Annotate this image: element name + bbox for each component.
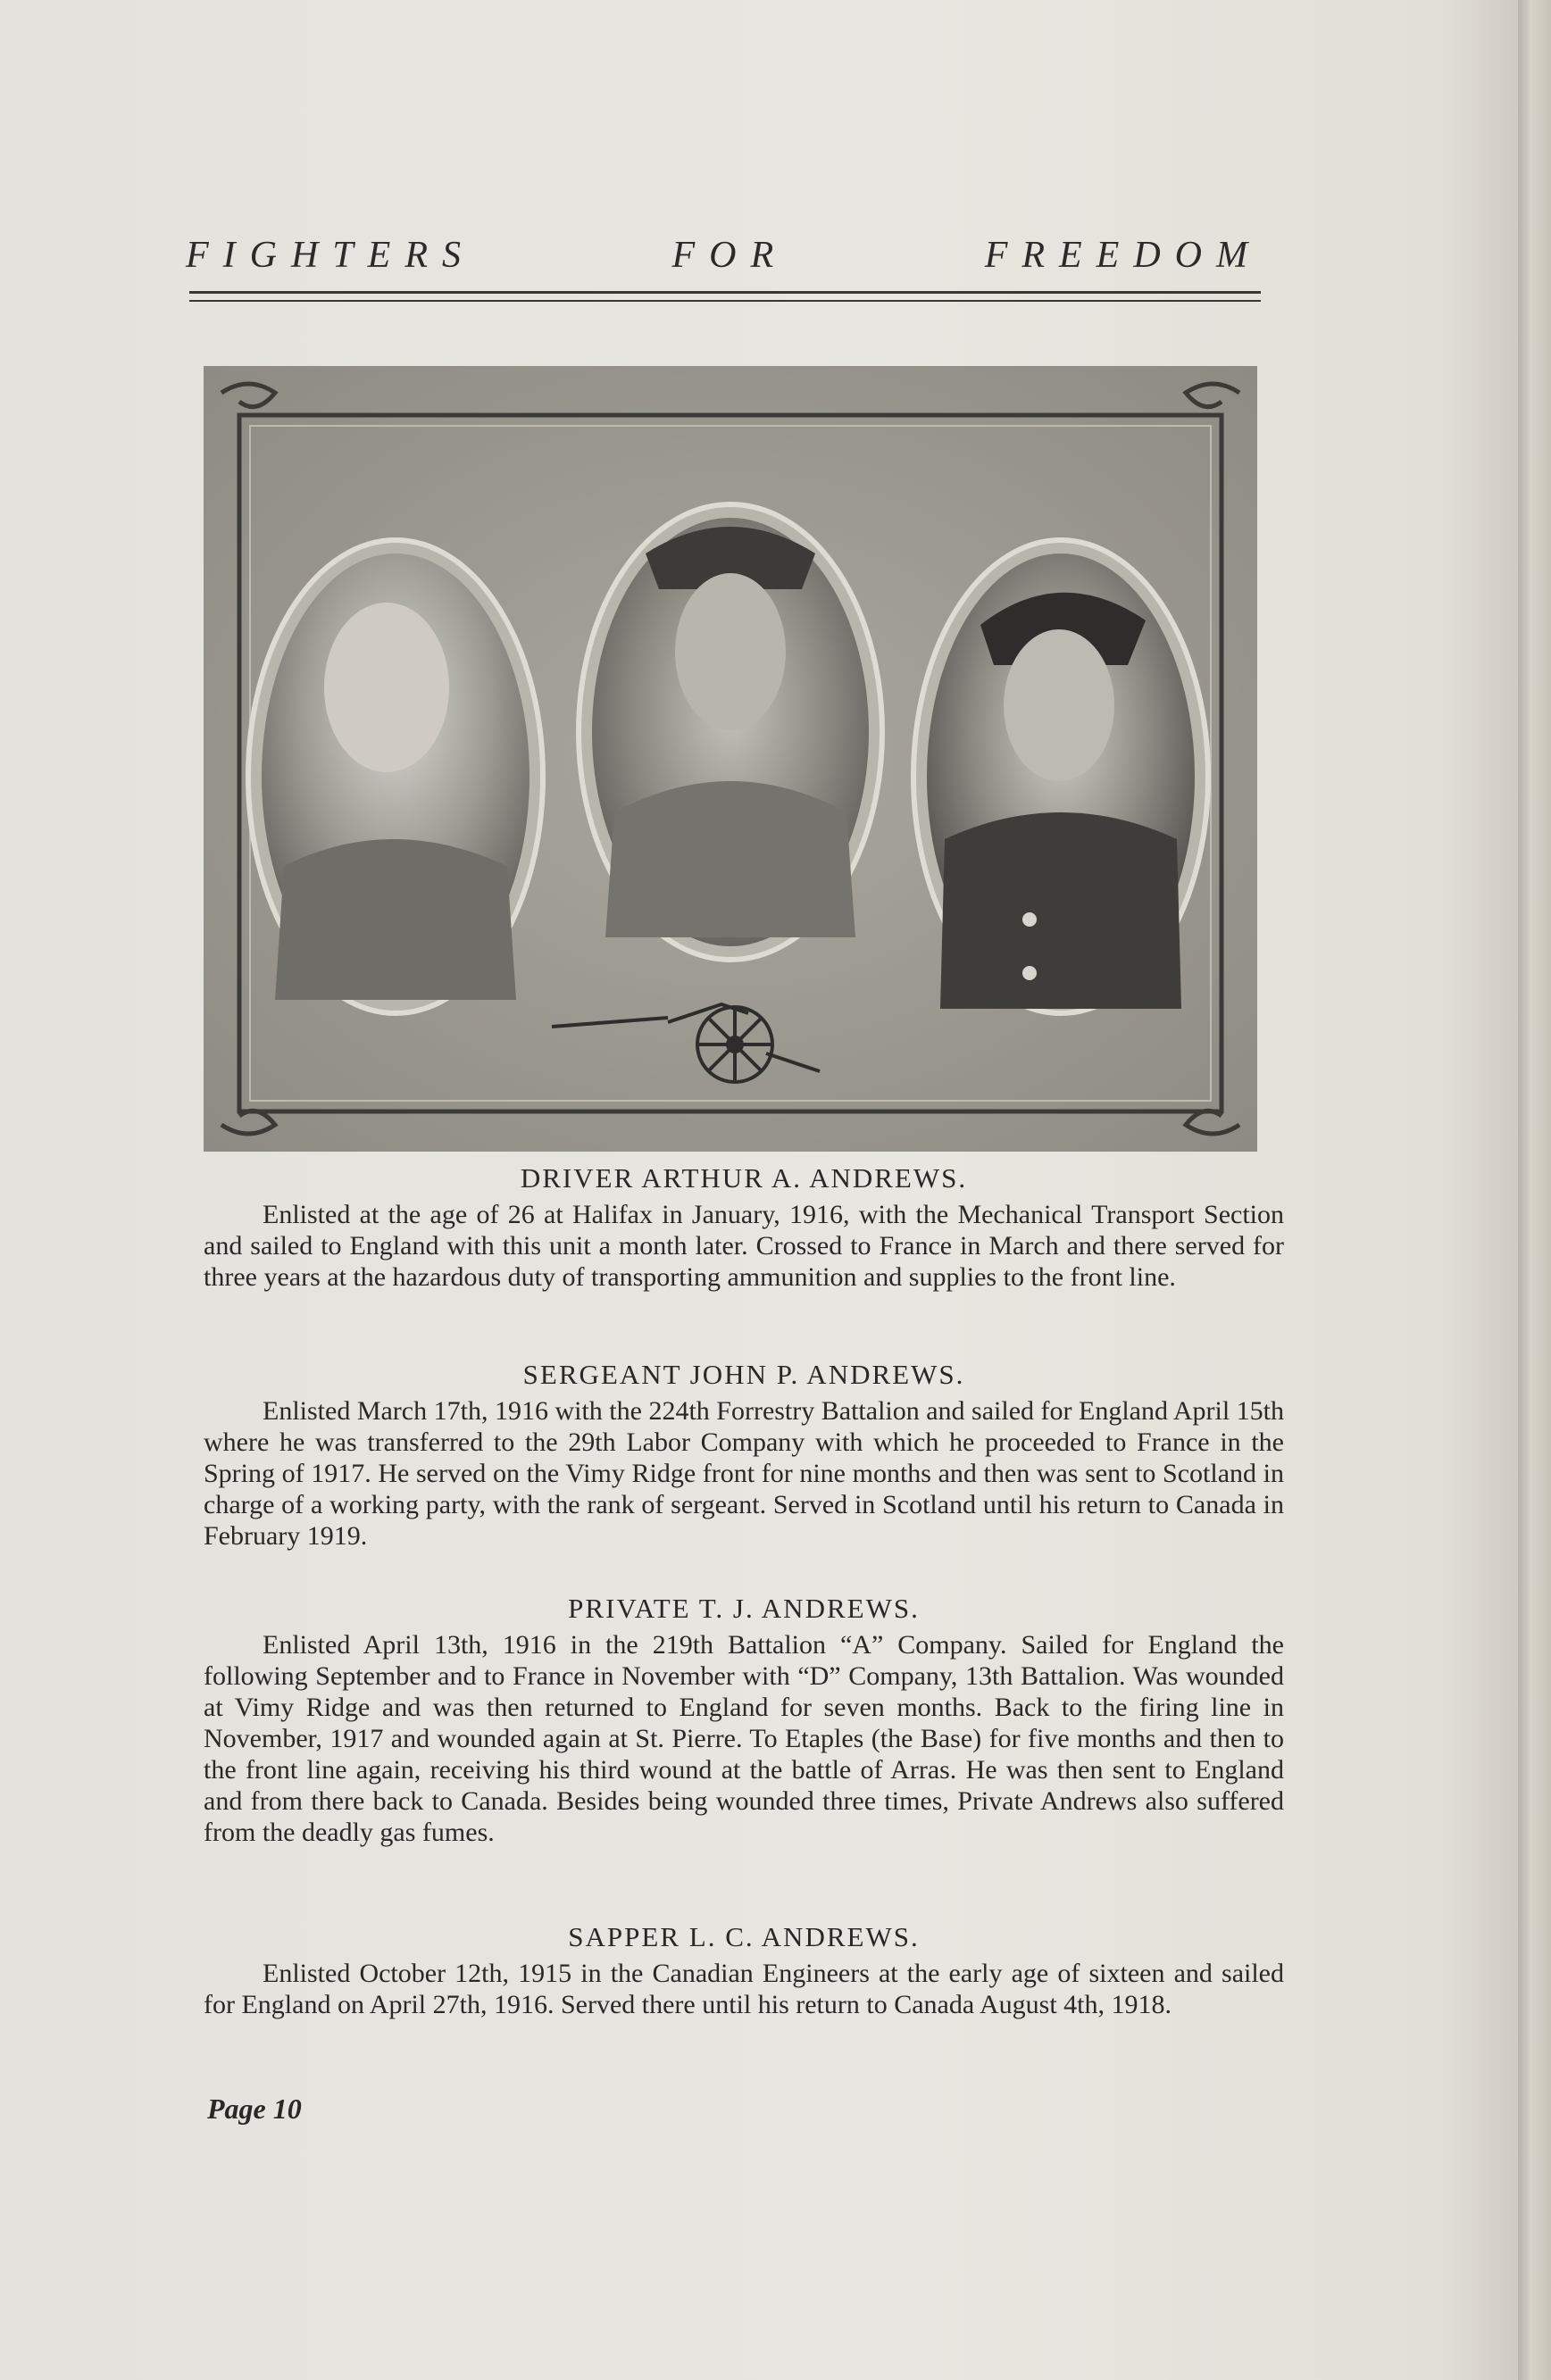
entry-4-title: SAPPER L. C. ANDREWS. [568, 1921, 920, 1952]
portrait-center [579, 504, 882, 960]
portrait-right [913, 540, 1208, 1013]
header-rule-bottom [189, 300, 1261, 302]
entry-2 [204, 1359, 1284, 1552]
header-rule-top [189, 291, 1261, 294]
portrait-left [248, 540, 543, 1013]
book-gutter [1518, 0, 1551, 2380]
entry-4 [204, 1921, 1284, 2020]
entry-1 [204, 1162, 1284, 1293]
entry-1-body: Enlisted at the age of 26 at Halifax in January, 1916, with the Mechanical Transport Section and sailed to England with this unit a month later. Crossed to France in March and there served for three years at the hazardous duty of transporting ammunition and supplies to the front line. [204, 1200, 1284, 1292]
entry-1-title: DRIVER ARTHUR A. ANDREWS. [520, 1162, 968, 1194]
entry-2-title: SERGEANT JOHN P. ANDREWS. [522, 1359, 965, 1390]
portrait-photograph [204, 366, 1257, 1152]
entry-3-title: PRIVATE T. J. ANDREWS. [568, 1593, 920, 1624]
entry-2-body: Enlisted March 17th, 1916 with the 224th Forrestry Battalion and sailed for England April 15th where he was transferred to the 29th Labor Company with which he proceeded to France in the Spring of 1917. He served on the Vimy Ridge front for nine months and then was sent to Scotland in charge of a working party, with the rank of sergeant. Served in Scotland until his return to Canada in February 1919. [204, 1396, 1284, 1551]
page-number: Page 10 [207, 2093, 302, 2125]
photo-svg [204, 366, 1257, 1152]
entry-3 [204, 1593, 1284, 1848]
header-word-1: FIGHTERS [186, 235, 475, 276]
header-word-3: FREEDOM [984, 235, 1262, 276]
running-header [186, 234, 1262, 277]
header-word-2: FOR [671, 235, 788, 276]
entry-3-body: Enlisted April 13th, 1916 in the 219th Battalion “A” Company. Sailed for England the following September and to France in November with “D” Company, 13th Battalion. Was wounded at Vimy Ridge and was then returned to England for seven months. Back to the firing line in November, 1917 and wounded again at St. Pierre. To Etaples (the Base) for five months and then to the front line again, receiving his third wound at the battle of Arras. He was then sent to England and from there back to Canada. Besides being wounded three times, Private Andrews also suffered from the deadly gas fumes. [204, 1630, 1284, 1847]
entry-4-body: Enlisted October 12th, 1915 in the Canadian Engineers at the early age of sixteen and sailed for England on April 27th, 1916. Served there until his return to Canada August 4th, 1918. [204, 1959, 1284, 2019]
